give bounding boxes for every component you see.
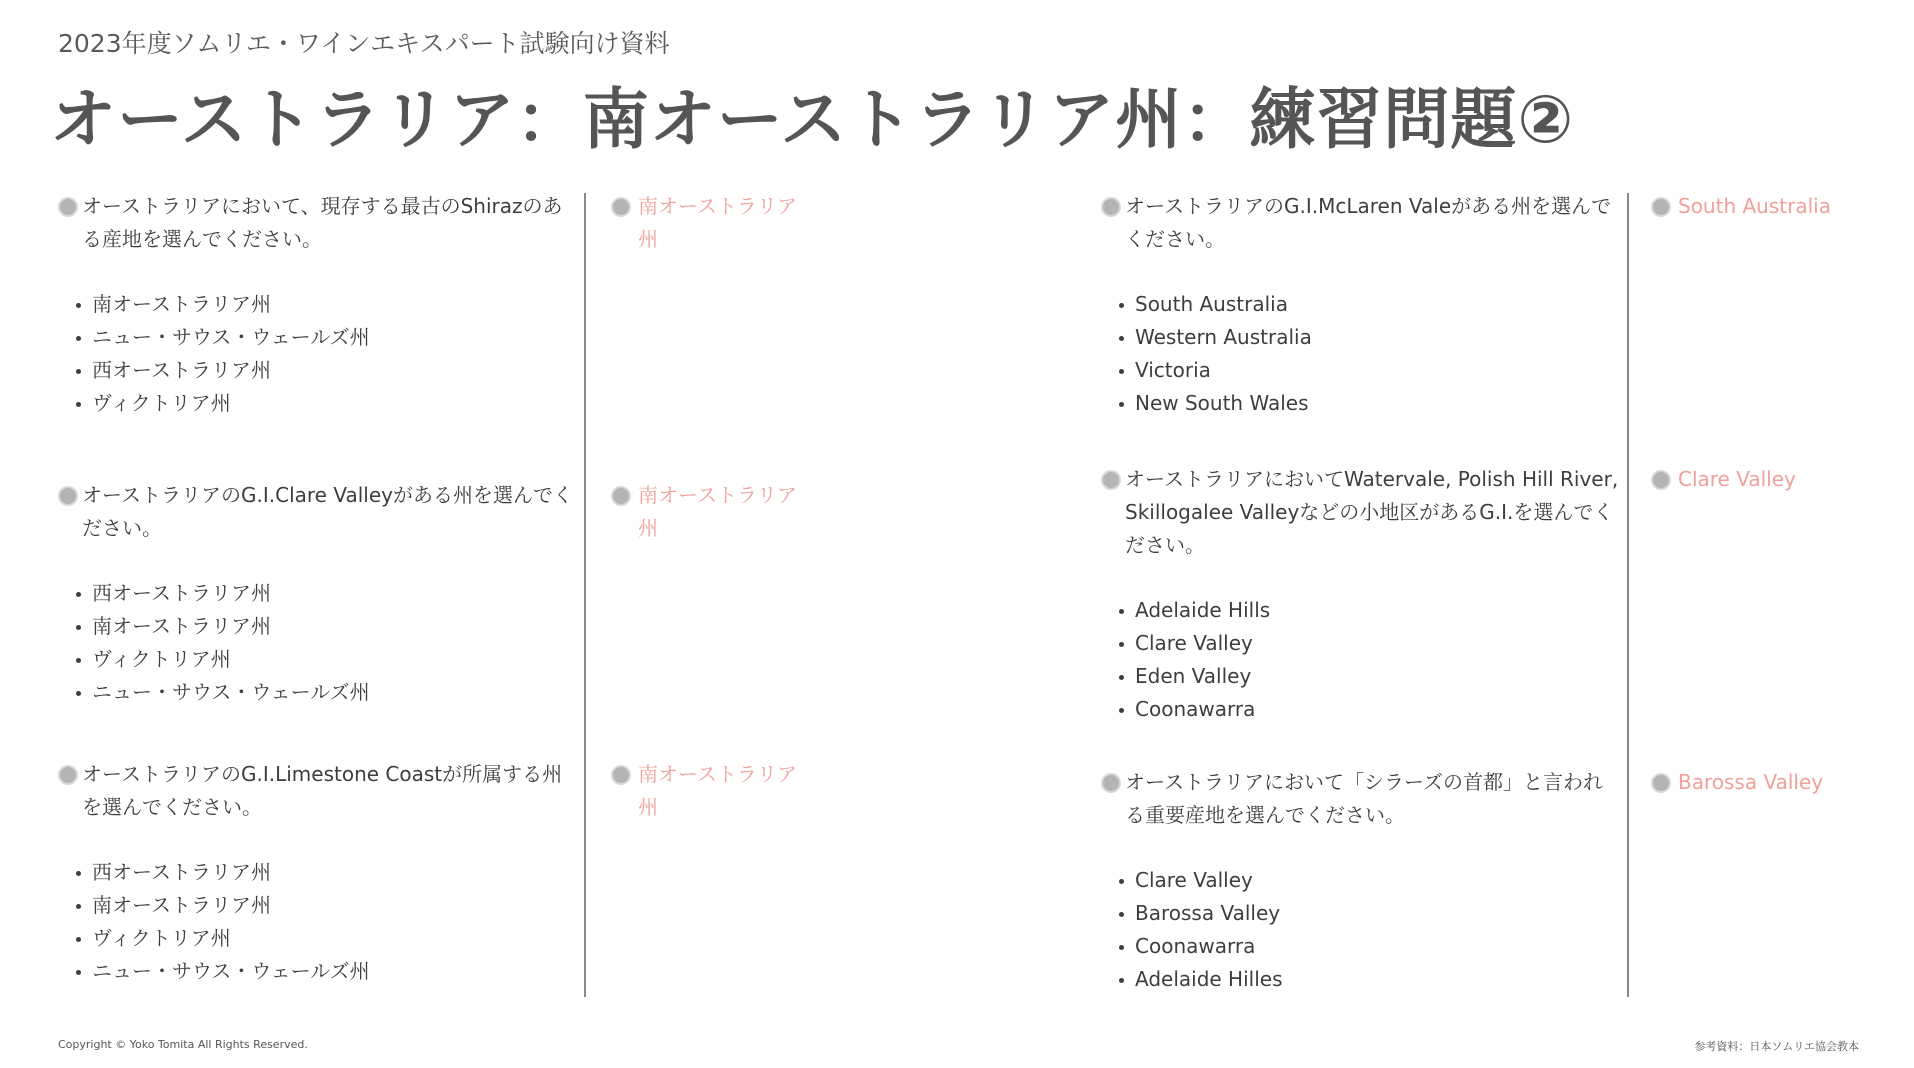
answer-3 xyxy=(611,758,811,824)
answer-label: 南オーストラリア州 xyxy=(638,194,797,251)
options-list xyxy=(1101,594,1621,726)
answer-label: Clare Valley xyxy=(1678,467,1796,491)
option-item: ヴィクトリア州 xyxy=(76,922,578,955)
question-text xyxy=(1101,463,1621,562)
answer-4 xyxy=(1651,190,1881,223)
answer-bullet-icon xyxy=(1651,470,1671,490)
answer-1 xyxy=(611,190,811,256)
option-item: 西オーストラリア州 xyxy=(76,577,578,610)
question-text xyxy=(1101,766,1621,832)
option-item: ヴィクトリア州 xyxy=(76,387,578,420)
reference-note: 参考資料：日本ソムリエ協会教本 xyxy=(1694,1040,1859,1053)
answer-5 xyxy=(1651,463,1881,496)
answer-label: 南オーストラリア州 xyxy=(638,483,797,540)
option-item: 南オーストラリア州 xyxy=(76,610,578,643)
option-item: ニュー・サウス・ウェールズ州 xyxy=(76,321,578,354)
option-item: New South Wales xyxy=(1119,387,1621,420)
options-list xyxy=(58,856,578,988)
question-text xyxy=(1101,190,1621,256)
option-item: 西オーストラリア州 xyxy=(76,856,578,889)
option-item: Western Australia xyxy=(1119,321,1621,354)
question-bullet-icon xyxy=(1101,773,1121,793)
question-label: オーストラリアのG.I.McLaren Valeがある州を選んでください。 xyxy=(1125,194,1612,251)
option-item: Eden Valley xyxy=(1119,660,1621,693)
option-item: 南オーストラリア州 xyxy=(76,889,578,922)
question-block-1 xyxy=(58,190,578,420)
column-divider-right xyxy=(1627,193,1629,997)
copyright-notice: Copyright © Yoko Tomita All Rights Reserved. xyxy=(58,1038,308,1051)
option-item: Barossa Valley xyxy=(1119,897,1621,930)
question-block-2 xyxy=(58,479,578,709)
answer-bullet-icon xyxy=(1651,773,1671,793)
answer-6 xyxy=(1651,766,1881,799)
option-item: ニュー・サウス・ウェールズ州 xyxy=(76,955,578,988)
question-bullet-icon xyxy=(1101,197,1121,217)
option-item: ヴィクトリア州 xyxy=(76,643,578,676)
option-item: Adelaide Hills xyxy=(1119,594,1621,627)
option-item: 西オーストラリア州 xyxy=(76,354,578,387)
question-bullet-icon xyxy=(1101,470,1121,490)
question-label: オーストラリアにおいて、現存する最古のShirazのある産地を選んでください。 xyxy=(82,194,563,251)
option-item: South Australia xyxy=(1119,288,1621,321)
answer-bullet-icon xyxy=(611,197,631,217)
options-list xyxy=(58,577,578,709)
document-subtitle: 2023年度ソムリエ・ワインエキスパート試験向け資料 xyxy=(58,29,670,58)
option-item: Adelaide Hilles xyxy=(1119,963,1621,996)
question-block-3 xyxy=(58,758,578,988)
options-list xyxy=(1101,288,1621,420)
option-item: Clare Valley xyxy=(1119,627,1621,660)
question-text xyxy=(58,190,578,256)
question-bullet-icon xyxy=(58,486,78,506)
answer-bullet-icon xyxy=(1651,197,1671,217)
column-divider-left xyxy=(584,193,586,997)
question-block-6 xyxy=(1101,766,1621,996)
options-list xyxy=(58,288,578,420)
answer-label: 南オーストラリア州 xyxy=(638,762,797,819)
question-block-4 xyxy=(1101,190,1621,420)
answer-label: South Australia xyxy=(1678,194,1831,218)
answer-bullet-icon xyxy=(611,765,631,785)
answer-2 xyxy=(611,479,811,545)
page-title: オーストラリア：南オーストラリア州：練習問題② xyxy=(50,81,1575,158)
options-list xyxy=(1101,864,1621,996)
question-label: オーストラリアのG.I.Clare Valleyがある州を選んでください。 xyxy=(82,483,573,540)
answer-bullet-icon xyxy=(611,486,631,506)
question-label: オーストラリアにおいて「シラーズの首都」と言われる重要産地を選んでください。 xyxy=(1125,770,1603,827)
option-item: Victoria xyxy=(1119,354,1621,387)
question-text xyxy=(58,758,578,824)
option-item: Coonawarra xyxy=(1119,693,1621,726)
question-text xyxy=(58,479,578,545)
option-item: 南オーストラリア州 xyxy=(76,288,578,321)
question-bullet-icon xyxy=(58,197,78,217)
question-label: オーストラリアにおいてWatervale, Polish Hill River, Skillogalee Valleyなどの小地区があるG.I.を選んでください。 xyxy=(1125,467,1619,557)
question-bullet-icon xyxy=(58,765,78,785)
question-block-5 xyxy=(1101,463,1621,726)
option-item: Coonawarra xyxy=(1119,930,1621,963)
option-item: Clare Valley xyxy=(1119,864,1621,897)
option-item: ニュー・サウス・ウェールズ州 xyxy=(76,676,578,709)
answer-label: Barossa Valley xyxy=(1678,770,1824,794)
question-label: オーストラリアのG.I.Limestone Coastが所属する州を選んでください。 xyxy=(82,762,563,819)
